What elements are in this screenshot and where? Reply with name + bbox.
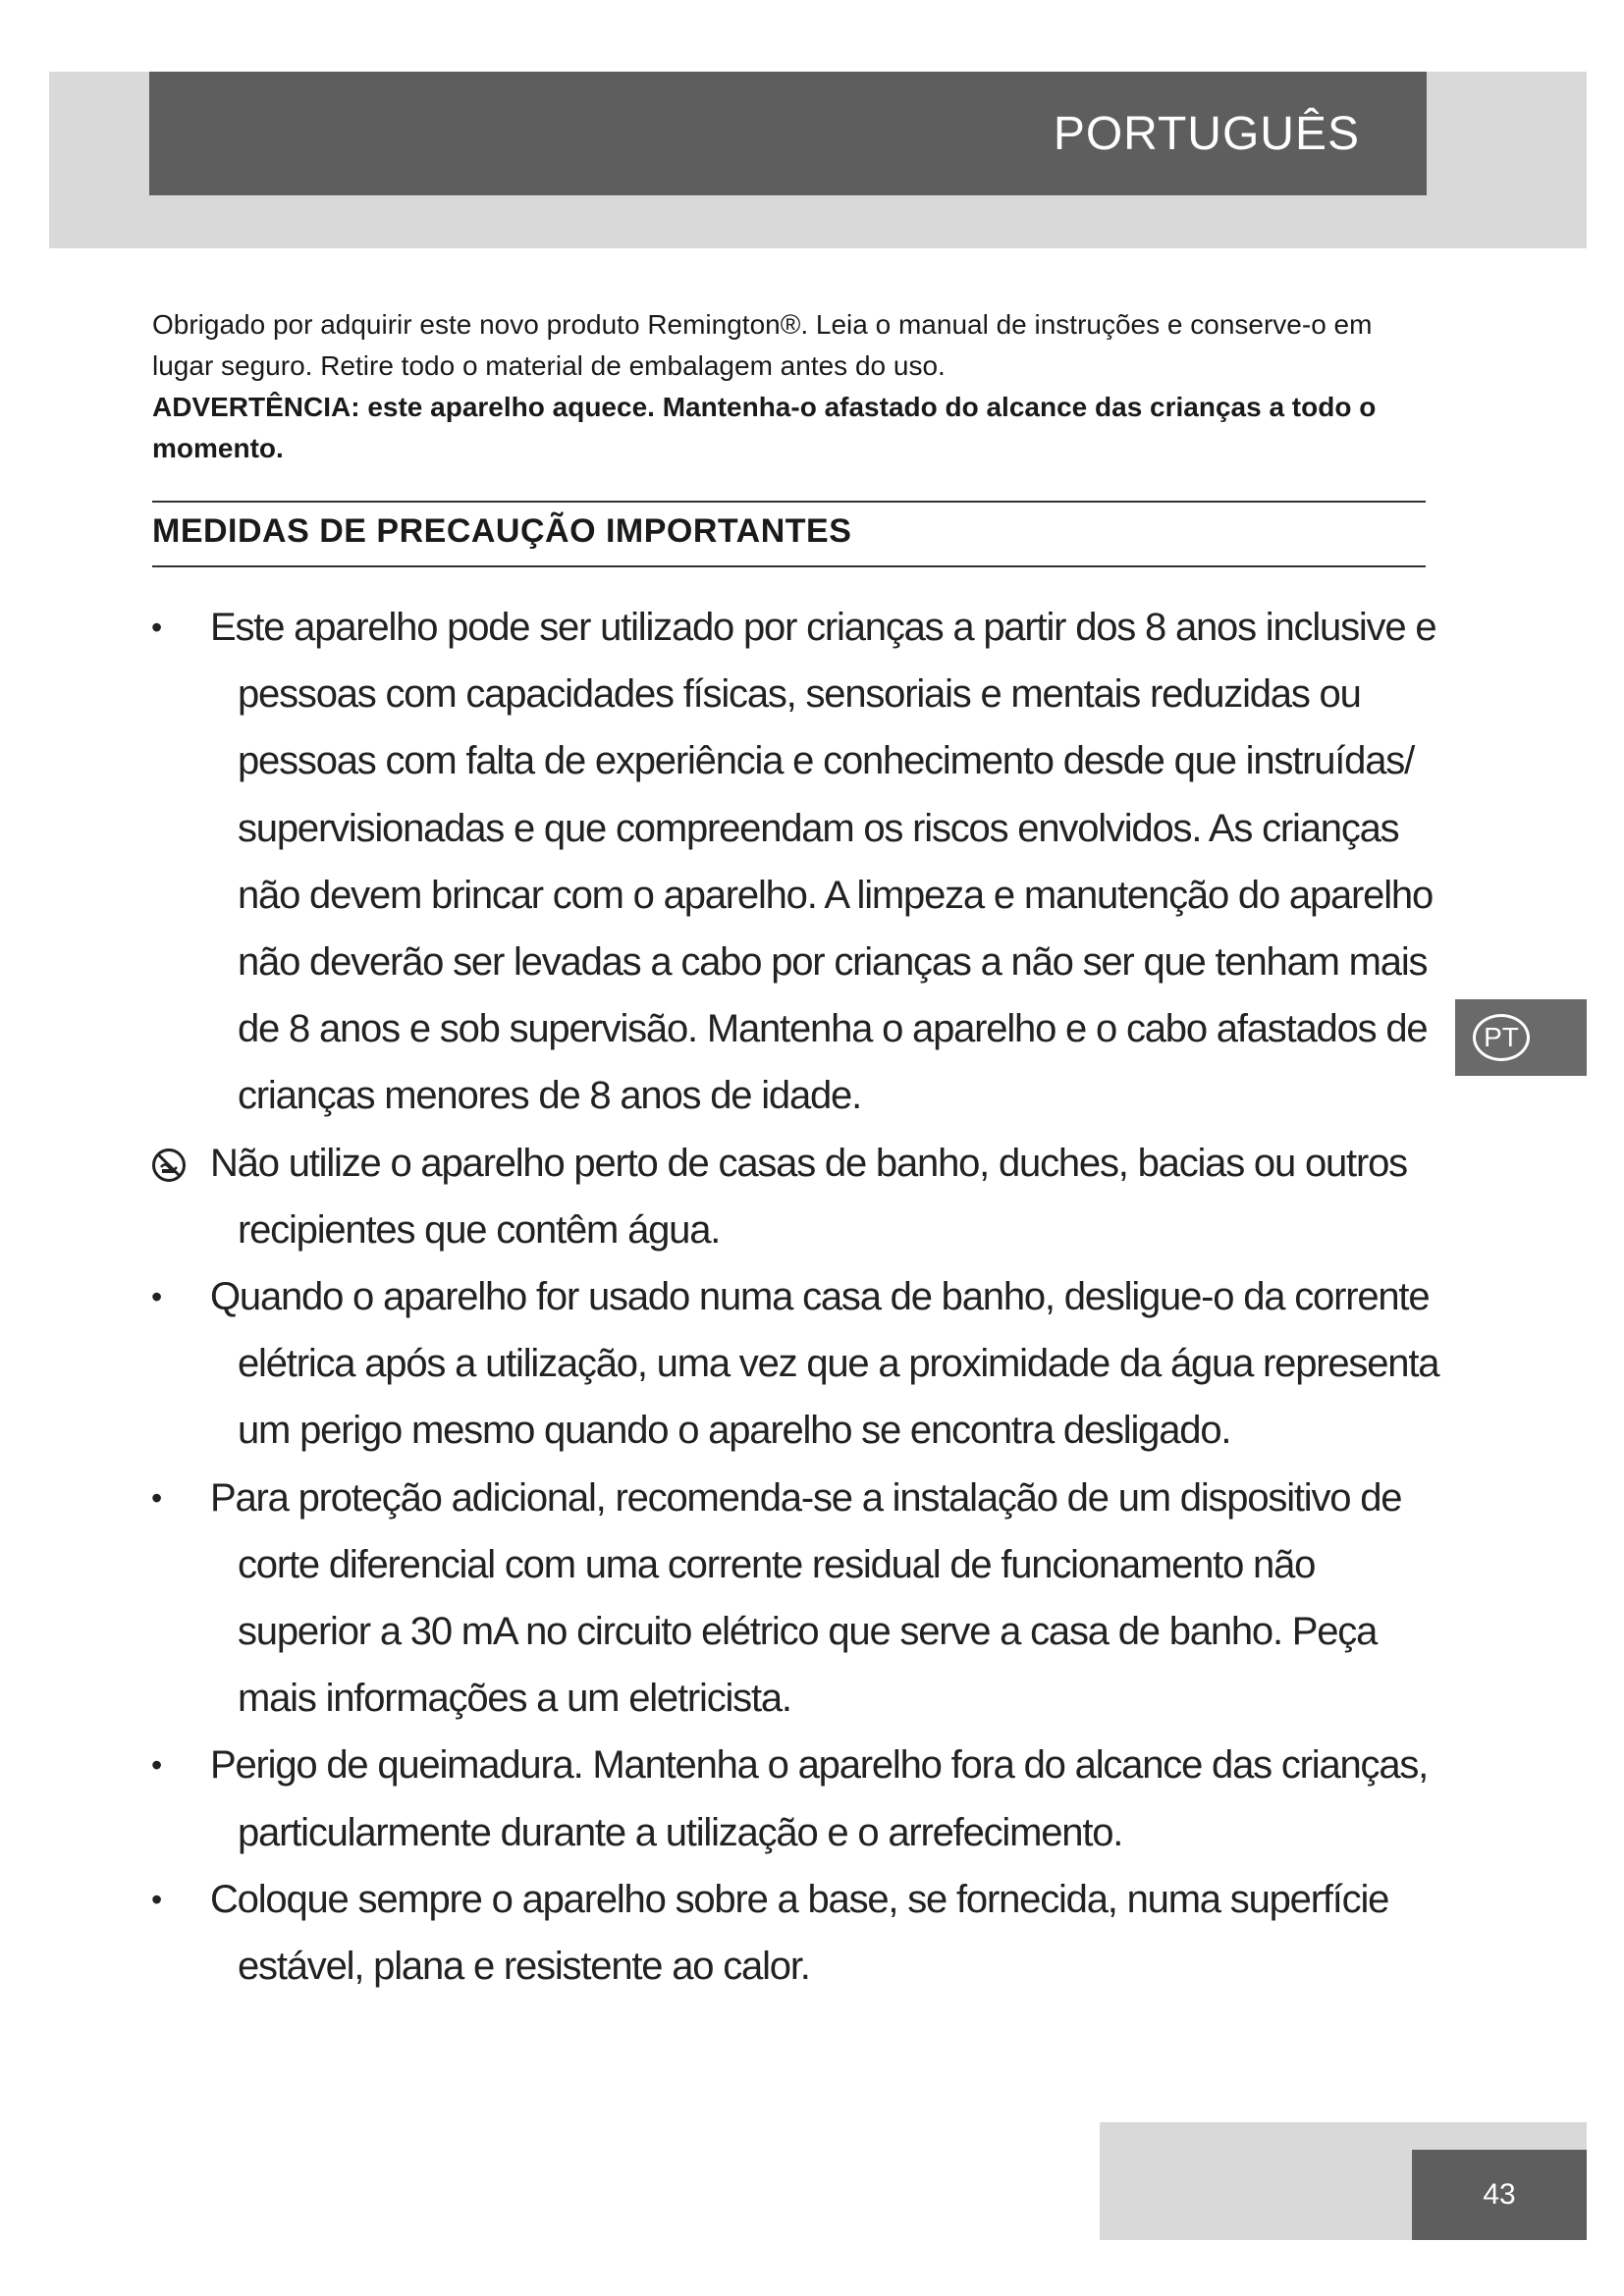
language-side-tab xyxy=(1455,999,1587,1076)
list-item-text: Quando o aparelho for usado numa casa de banho, desligue-o da corrente elétrica após a utilização, uma vez que a proximidade da água representa um perigo mesmo quando o aparelho se encontra desligado. xyxy=(210,1275,1439,1453)
list-item-text: Este aparelho pode ser utilizado por crianças a partir dos 8 anos inclusive e pessoas com capacidades físicas, sensoriais e mentais reduzidas ou pessoas com falta de experiência e conhecimento desde que instruídas/ supervisionadas e que compreendam os riscos envolvidos. As crianças não devem brincar com o aparelho. A limpeza e manutenção do aparelho não deverão ser levadas a cabo por crianças a não ser que tenham mais de 8 anos e sob supervisão. Mantenha o aparelho e o cabo afastados de crianças menores de 8 anos de idade. xyxy=(210,606,1436,1118)
bullet-marker: • xyxy=(151,1747,162,1784)
list-item-text: Perigo de queimadura. Mantenha o aparelho fora do alcance das crianças, particularmente durante a utilização e o arrefecimento. xyxy=(210,1743,1429,1854)
bullet-marker: • xyxy=(151,1279,162,1315)
list-item xyxy=(147,1263,1453,1465)
intro-paragraph: Obrigado por adquirir este novo produto Remington®. Leia o manual de instruções e conserve-o em lugar seguro. Retire todo o material de embalagem antes do uso. xyxy=(152,309,1373,381)
list-item xyxy=(147,1866,1453,2000)
section-rule-top xyxy=(152,501,1426,503)
bullet-marker: • xyxy=(151,610,162,645)
list-item-text: Coloque sempre o aparelho sobre a base, se fornecida, numa superfície estável, plana e resistente ao calor. xyxy=(210,1877,1389,1989)
page-number: 43 xyxy=(1412,2150,1587,2240)
bullet-marker: • xyxy=(151,1479,162,1516)
language-badge: PT xyxy=(1473,1014,1530,1061)
list-item xyxy=(147,594,1453,1130)
no-water-icon xyxy=(151,1130,187,1197)
precaution-list xyxy=(147,594,1453,2000)
warning-paragraph: ADVERTÊNCIA: este aparelho aquece. Mantenha-o afastado do alcance das crianças a todo o momento. xyxy=(152,392,1377,463)
language-header xyxy=(149,72,1427,195)
intro-text xyxy=(152,304,1429,469)
list-item xyxy=(147,1465,1453,1733)
list-item xyxy=(147,1732,1453,1865)
list-item xyxy=(147,1130,1453,1263)
language-title: PORTUGUÊS xyxy=(1053,107,1360,160)
bullet-marker: • xyxy=(151,1881,162,1917)
section-heading: MEDIDAS DE PRECAUÇÃO IMPORTANTES xyxy=(152,512,852,550)
section-rule-bottom xyxy=(152,565,1426,567)
list-item-text: Não utilize o aparelho perto de casas de banho, duches, bacias ou outros recipientes que contêm água. xyxy=(210,1141,1407,1252)
list-item-text: Para proteção adicional, recomenda-se a instalação de um dispositivo de corte diferencial com uma corrente residual de funcionamento não superior a 30 mA no circuito elétrico que serve a casa de banho. Peça mais informações a um eletricista. xyxy=(210,1475,1402,1721)
